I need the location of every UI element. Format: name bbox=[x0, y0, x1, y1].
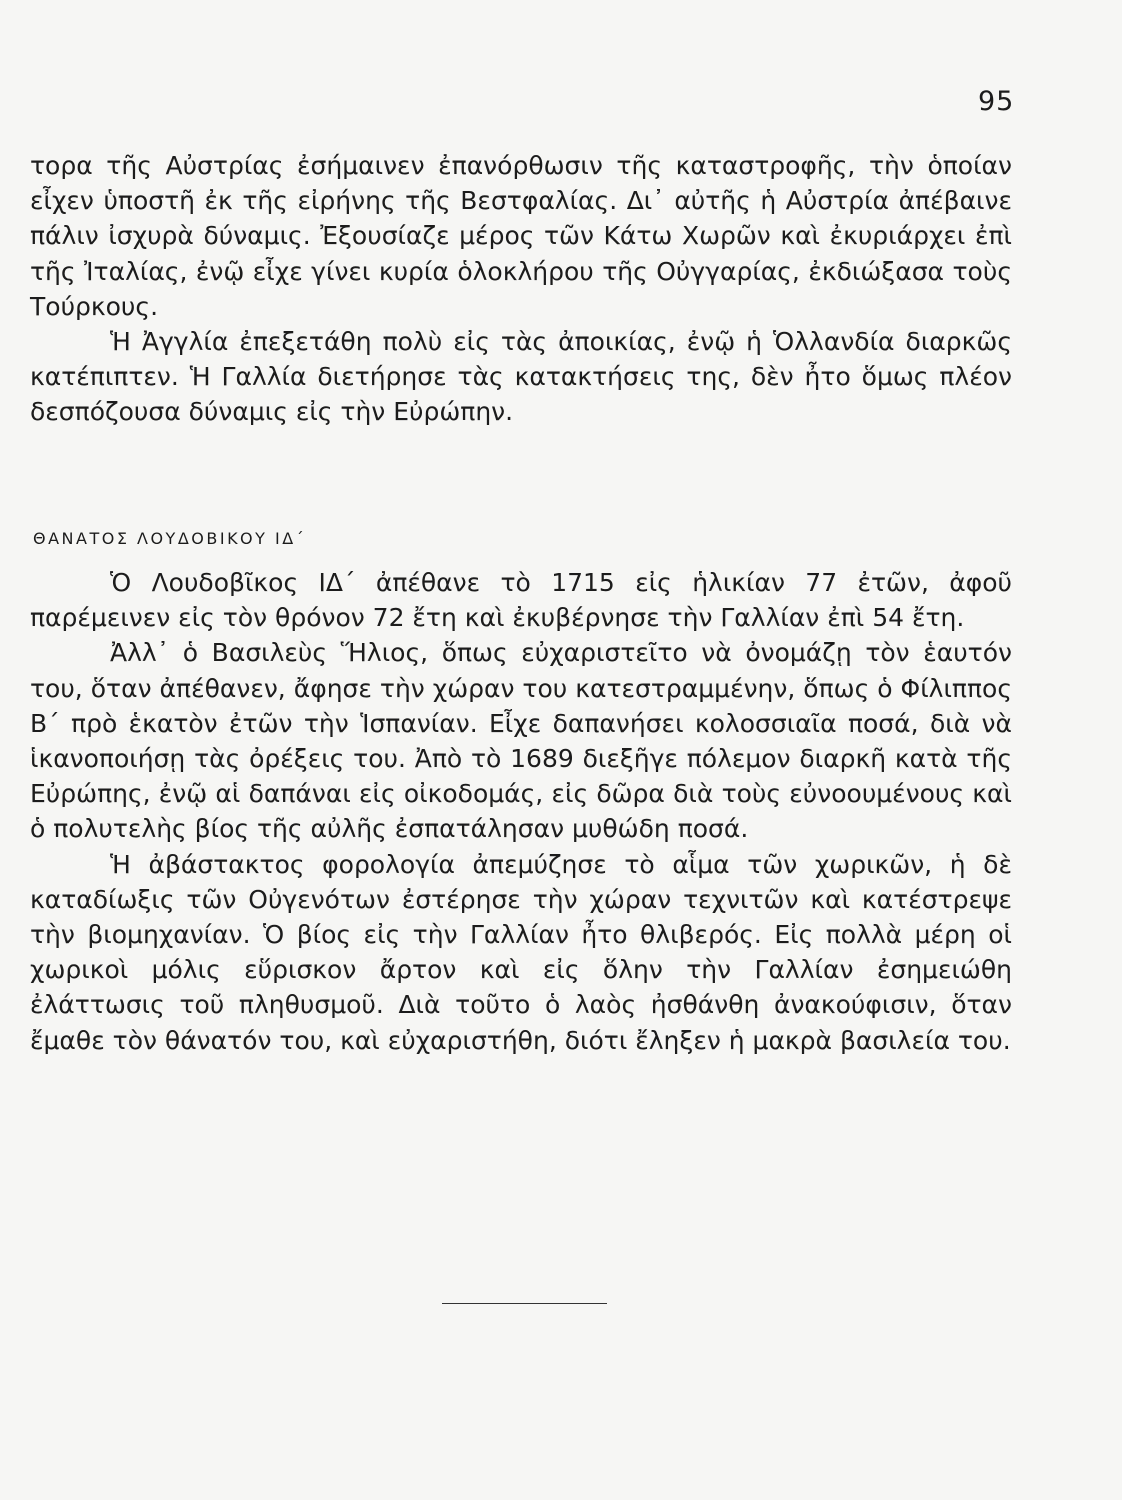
page-number: 95 bbox=[978, 86, 1015, 117]
paragraph-continuation: τορα τῆς Αὐστρίας ἐσήμαινεν ἐπανόρθωσιν τῆς καταστροφῆς, τὴν ὁποίαν εἶχεν ὑποστῆ ἐκ τῆς εἰρήνης τῆς Βεστφαλίας. Δι᾽ αὐτῆς ἡ Αὐστρία ἀπέβαινε πάλιν ἰσχυρὰ δύναμις. Ἐξουσίαζε μέρος τῶν Κάτω Χωρῶν καὶ ἐκυριάρχει ἐπὶ τῆς Ἰταλίας, ἐνῷ εἶχε γίνει κυρία ὁλοκλήρου τῆς Οὐγγαρίας, ἐκδιώξασα τοὺς Τούρκους. bbox=[30, 151, 1012, 321]
paragraph: Ὁ Λουδοβῖκος ΙΔ΄ ἀπέθανε τὸ 1715 εἰς ἡλικίαν 77 ἐτῶν, ἀφοῦ παρέμεινεν εἰς τὸν θρόνον 72 ἔτη καὶ ἐκυβέρνησε τὴν Γαλλίαν ἐπὶ 54 ἔτη. bbox=[30, 568, 1012, 633]
section-heading: ΘΑΝΑΤΟΣ ΛΟΥΔΟΒΙΚΟΥ ΙΔ΄ bbox=[33, 529, 307, 548]
end-rule bbox=[442, 1303, 607, 1304]
paragraph: Ἡ Ἀγγλία ἐπεξετάθη πολὺ εἰς τὰς ἀποικίας, ἐνῷ ἡ Ὁλλανδία διαρκῶς κατέπιπτεν. Ἡ Γαλλία διετήρησε τὰς κατακτήσεις της, δὲν ἦτο ὅμως πλέον δεσπόζουσα δύναμις εἰς τὴν Εὐρώπην. bbox=[30, 327, 1012, 427]
section-1-body bbox=[30, 148, 1012, 430]
section-2-body bbox=[30, 565, 1012, 1058]
paragraph: Ἀλλ᾽ ὁ Βασιλεὺς Ἥλιος, ὅπως εὐχαριστεῖτο νὰ ὀνομάζῃ τὸν ἑαυτόν του, ὅταν ἀπέθανεν, ἄφησε τὴν χώραν του κατεστραμμένην, ὅπως ὁ Φίλιππος Β΄ πρὸ ἑκατὸν ἐτῶν τὴν Ἱσπανίαν. Εἶχε δαπανήσει κολοσσιαῖα ποσά, διὰ νὰ ἱκανοποιήσῃ τὰς ὀρέξεις του. Ἀπὸ τὸ 1689 διεξῆγε πόλεμον διαρκῆ κατὰ τῆς Εὐρώπης, ἐνῷ αἱ δαπάναι εἰς οἰκοδομάς, εἰς δῶρα διὰ τοὺς εὐνοουμένους καὶ ὁ πολυτελὴς βίος τῆς αὐλῆς ἐσπατάλησαν μυθώδη ποσά. bbox=[30, 638, 1012, 844]
paragraph: Ἡ ἀβάστακτος φορολογία ἀπεμύζησε τὸ αἷμα τῶν χωρικῶν, ἡ δὲ καταδίωξις τῶν Οὐγενότων ἐστέρησε τὴν χώραν τεχνιτῶν καὶ κατέστρεψε τὴν βιομηχανίαν. Ὁ βίος εἰς τὴν Γαλλίαν ἦτο θλιβερός. Εἰς πολλὰ μέρη οἱ χωρικοὶ μόλις εὕρισκον ἄρτον καὶ εἰς ὅλην τὴν Γαλλίαν ἐσημειώθη ἐλάττωσις τοῦ πληθυσμοῦ. Διὰ τοῦτο ὁ λαὸς ἠσθάνθη ἀνακούφισιν, ὅταν ἔμαθε τὸν θάνατόν του, καὶ εὐχαριστήθη, διότι ἔληξεν ἡ μακρὰ βασιλεία του. bbox=[30, 849, 1012, 1055]
